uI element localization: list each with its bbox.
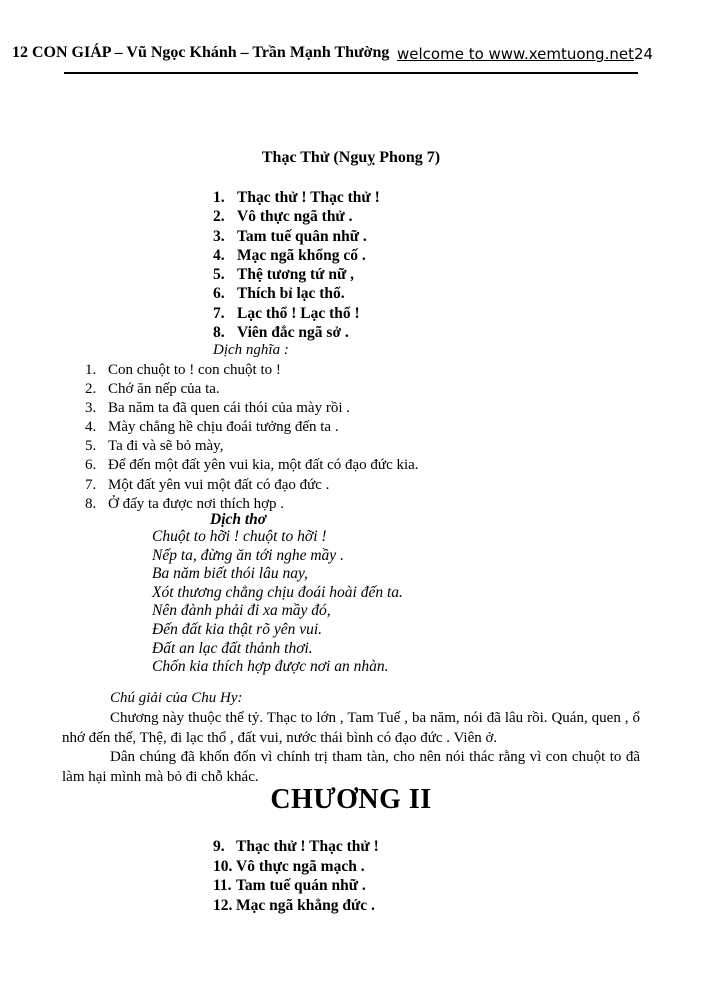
verse-line: 8. Viên đắc ngã sở . (213, 324, 349, 342)
meaning-line: 7. Một đất yên vui một đất có đạo đức . (85, 476, 330, 493)
meaning-line: 5. Ta đi và sẽ bỏ mày, (85, 438, 224, 455)
meaning-line: 8. Ở đấy ta được nơi thích hợp . (85, 495, 285, 512)
header-book-title: 12 CON GIÁP – Vũ Ngọc Khánh – Trần Mạnh Thường (12, 44, 390, 61)
meaning-line: 3. Ba năm ta đã quen cái thói của mày rồi . (85, 400, 350, 417)
meaning-line: 1. Con chuột to ! con chuột to ! (85, 362, 281, 378)
verse-line: 9. Thạc thử ! Thạc thử ! (213, 838, 379, 855)
verse-line: 2. Vô thực ngã thử . (213, 208, 353, 226)
poem-line: Xót thương chẳng chịu đoái hoài đến ta. (152, 583, 403, 601)
meaning-line: 4. Mày chẳng hề chịu đoái tưởng đến ta . (85, 419, 339, 436)
poem-line: Nên đành phải đi xa mầy đó, (152, 602, 331, 620)
chapter-heading: CHƯƠNG II (270, 784, 432, 815)
annotation-heading: Chú giải của Chu Hy: (110, 690, 243, 706)
dich-tho-label: Dịch thơ (210, 511, 267, 528)
header-right (397, 45, 653, 63)
annotation-paragraph-1: Chương này thuộc thể tỷ. Thạc to lớn , Tam Tuế , ba năm, nói đã lâu rồi. Quán, quen , ổ nhớ đến thế, Thệ, đi lạc thổ , đất vui, nước thái bình có đạo đức . Viên ở. (62, 710, 640, 746)
meaning-line: 6. Để đến một đất yên vui kia, một đất có đạo đức kia. (85, 457, 419, 474)
meaning-line: 2. Chớ ăn nếp của ta. (85, 381, 220, 398)
verse-line: 12. Mạc ngã khẳng đức . (213, 896, 375, 914)
poem-line: Nếp ta, đừng ăn tới nghe mầy . (152, 546, 344, 564)
poem-title: Thạc Thử (Nguỵ Phong 7) (261, 149, 441, 166)
verse-list-9-12 (213, 837, 379, 915)
poem-translation (152, 528, 403, 677)
annotation-paragraph-2: Dân chúng đã khốn đốn vì chính trị tham tàn, cho nên nói thác rằng vì con chuột to đã làm hại mình mà bỏ đi chỗ khác. (62, 749, 640, 785)
poem-line: Ba năm biết thói lâu nay, (152, 565, 308, 583)
verse-list-1-8 (213, 188, 380, 342)
meaning-list-1-8 (85, 361, 419, 514)
dich-nghia-label: Dịch nghĩa : (213, 342, 289, 358)
poem-line: Đất an lạc đất thảnh thơi. (152, 639, 313, 657)
verse-line: 5. Thệ tương tứ nữ , (213, 266, 355, 284)
site-link[interactable]: welcome to www.xemtuong.net (397, 45, 634, 63)
header-rule (64, 72, 638, 74)
verse-line: 10. Vô thực ngã mạch . (213, 857, 365, 875)
poem-line: Chốn kia thích hợp được nơi an nhàn. (152, 658, 389, 676)
verse-line: 11. Tam tuế quán nhữ . (213, 877, 366, 895)
verse-line: 4. Mạc ngã khổng cố . (213, 246, 366, 264)
verse-line: 6. Thích bỉ lạc thổ. (213, 285, 345, 303)
verse-line: 3. Tam tuế quân nhữ . (213, 227, 367, 245)
verse-line: 7. Lạc thổ ! Lạc thổ ! (213, 304, 360, 322)
poem-line: Đến đất kia thật rõ yên vui. (152, 620, 323, 638)
page-number: 24 (633, 45, 654, 63)
poem-line: Chuột to hỡi ! chuột to hỡi ! (152, 528, 327, 545)
verse-line: 1. Thạc thử ! Thạc thử ! (213, 189, 380, 206)
